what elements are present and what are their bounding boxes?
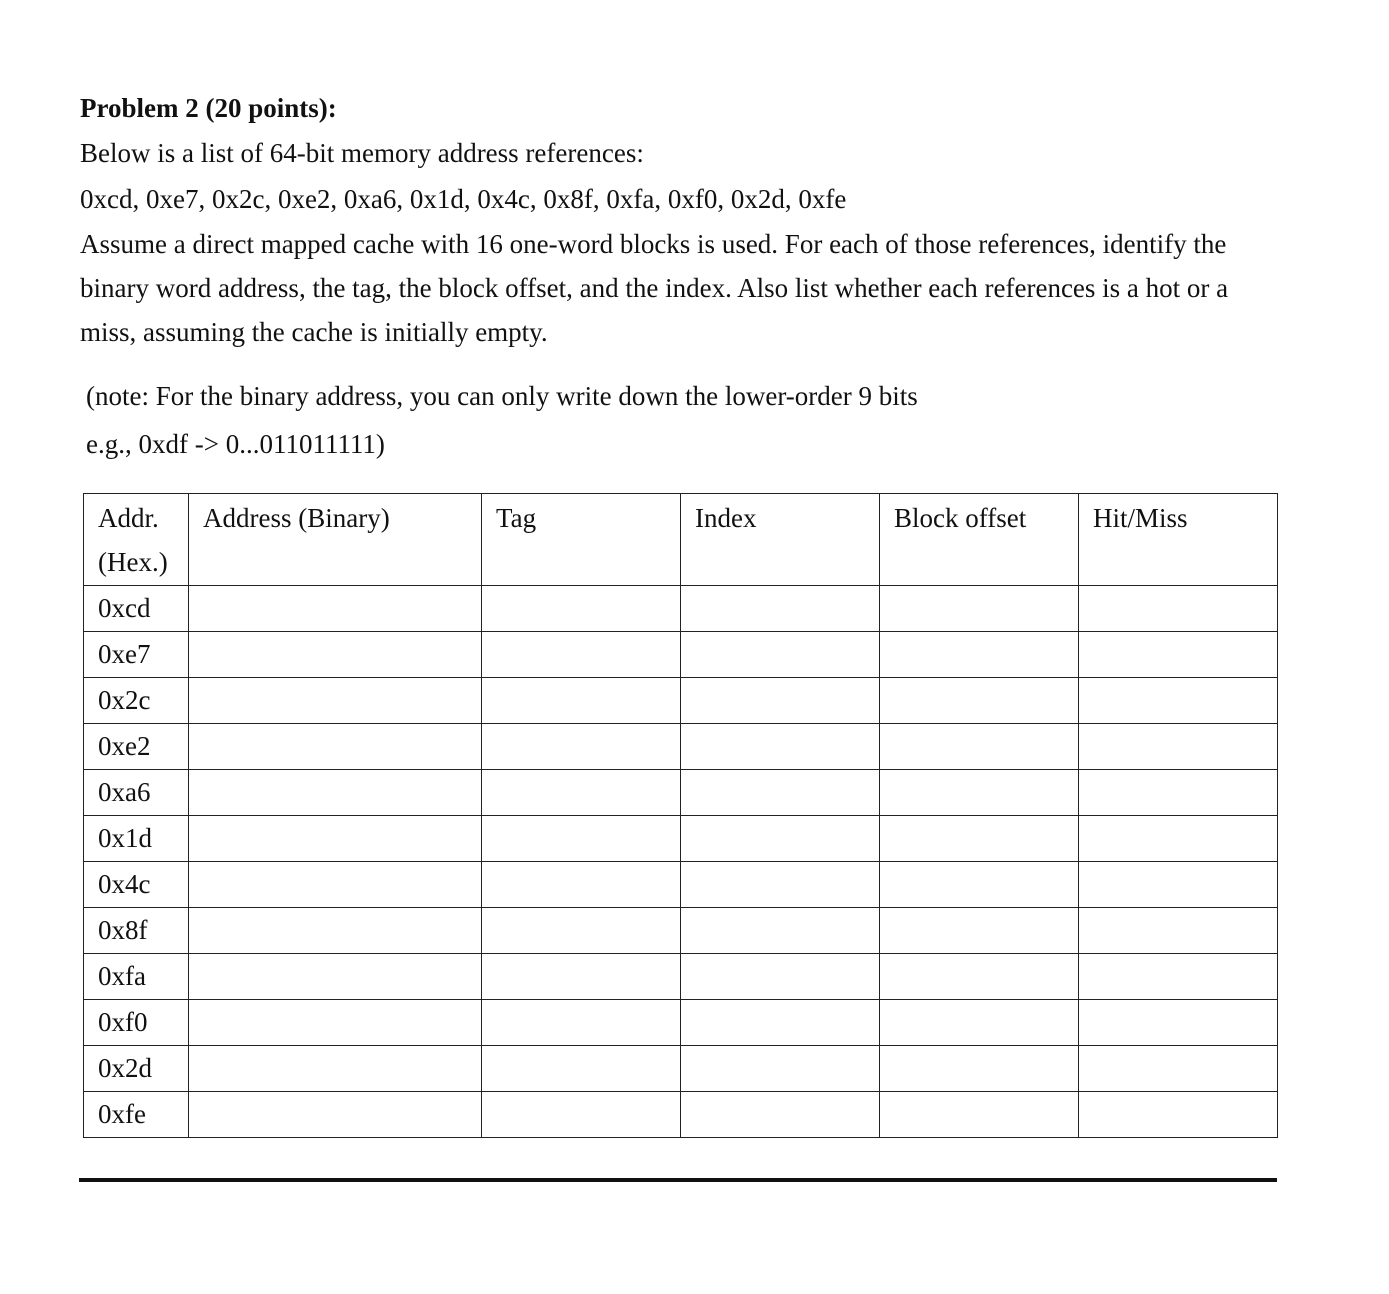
cell-addr-hex: 0x1d bbox=[84, 816, 189, 862]
cell-index[interactable] bbox=[681, 678, 880, 724]
table-body bbox=[84, 586, 1278, 1138]
table-row bbox=[84, 1000, 1278, 1046]
note bbox=[86, 372, 918, 468]
cell-hit-miss[interactable] bbox=[1079, 724, 1278, 770]
cell-address-binary[interactable] bbox=[189, 632, 482, 678]
table-row bbox=[84, 724, 1278, 770]
address-references: 0xcd, 0xe7, 0x2c, 0xe2, 0xa6, 0x1d, 0x4c, 0x8f, 0xfa, 0xf0, 0x2d, 0xfe bbox=[80, 184, 847, 214]
cell-address-binary[interactable] bbox=[189, 816, 482, 862]
cell-index[interactable] bbox=[681, 862, 880, 908]
cell-index[interactable] bbox=[681, 1092, 880, 1138]
cell-addr-hex: 0x2d bbox=[84, 1046, 189, 1092]
cell-hit-miss[interactable] bbox=[1079, 1092, 1278, 1138]
cell-block-offset[interactable] bbox=[880, 586, 1079, 632]
table-row bbox=[84, 1092, 1278, 1138]
table-row bbox=[84, 770, 1278, 816]
cell-address-binary[interactable] bbox=[189, 954, 482, 1000]
cell-block-offset[interactable] bbox=[880, 862, 1079, 908]
cell-index[interactable] bbox=[681, 724, 880, 770]
header-address-binary: Address (Binary) bbox=[189, 494, 482, 586]
problem-text bbox=[80, 86, 1280, 354]
cell-index[interactable] bbox=[681, 908, 880, 954]
cell-hit-miss[interactable] bbox=[1079, 954, 1278, 1000]
cell-addr-hex: 0xfe bbox=[84, 1092, 189, 1138]
cell-block-offset[interactable] bbox=[880, 678, 1079, 724]
cache-table bbox=[83, 493, 1278, 1138]
cell-hit-miss[interactable] bbox=[1079, 1000, 1278, 1046]
cell-hit-miss[interactable] bbox=[1079, 770, 1278, 816]
cell-block-offset[interactable] bbox=[880, 908, 1079, 954]
header-tag: Tag bbox=[482, 494, 681, 586]
table-row bbox=[84, 678, 1278, 724]
table-row bbox=[84, 632, 1278, 678]
table-header-row bbox=[84, 494, 1278, 586]
header-index: Index bbox=[681, 494, 880, 586]
header-hit-miss: Hit/Miss bbox=[1079, 494, 1278, 586]
cell-addr-hex: 0xa6 bbox=[84, 770, 189, 816]
cell-addr-hex: 0x2c bbox=[84, 678, 189, 724]
cell-tag[interactable] bbox=[482, 908, 681, 954]
problem-description: Assume a direct mapped cache with 16 one-word blocks is used. For each of those references, identify the binary word address, the tag, the block offset, and the index. Also list whether each references is a hot or a miss, assuming the cache is initially empty. bbox=[80, 229, 1229, 347]
cell-address-binary[interactable] bbox=[189, 770, 482, 816]
cell-tag[interactable] bbox=[482, 816, 681, 862]
cell-block-offset[interactable] bbox=[880, 816, 1079, 862]
cell-tag[interactable] bbox=[482, 724, 681, 770]
cell-hit-miss[interactable] bbox=[1079, 586, 1278, 632]
cell-index[interactable] bbox=[681, 1046, 880, 1092]
cell-index[interactable] bbox=[681, 816, 880, 862]
table-row bbox=[84, 816, 1278, 862]
cell-addr-hex: 0xf0 bbox=[84, 1000, 189, 1046]
cell-address-binary[interactable] bbox=[189, 724, 482, 770]
cell-address-binary[interactable] bbox=[189, 678, 482, 724]
cell-hit-miss[interactable] bbox=[1079, 816, 1278, 862]
cell-tag[interactable] bbox=[482, 1000, 681, 1046]
cell-index[interactable] bbox=[681, 954, 880, 1000]
cell-block-offset[interactable] bbox=[880, 1046, 1079, 1092]
cell-tag[interactable] bbox=[482, 862, 681, 908]
cell-hit-miss[interactable] bbox=[1079, 862, 1278, 908]
problem-title: Problem 2 (20 points): bbox=[80, 93, 337, 123]
cell-address-binary[interactable] bbox=[189, 1000, 482, 1046]
cell-tag[interactable] bbox=[482, 1046, 681, 1092]
cell-addr-hex: 0x8f bbox=[84, 908, 189, 954]
cell-hit-miss[interactable] bbox=[1079, 632, 1278, 678]
cell-block-offset[interactable] bbox=[880, 1000, 1079, 1046]
table-row bbox=[84, 862, 1278, 908]
table-row bbox=[84, 954, 1278, 1000]
cell-tag[interactable] bbox=[482, 1092, 681, 1138]
cell-address-binary[interactable] bbox=[189, 586, 482, 632]
header-addr-hex bbox=[84, 494, 189, 586]
cell-address-binary[interactable] bbox=[189, 1046, 482, 1092]
cell-addr-hex: 0xcd bbox=[84, 586, 189, 632]
cell-addr-hex: 0xfa bbox=[84, 954, 189, 1000]
cell-index[interactable] bbox=[681, 770, 880, 816]
cell-tag[interactable] bbox=[482, 770, 681, 816]
cell-index[interactable] bbox=[681, 586, 880, 632]
cell-tag[interactable] bbox=[482, 678, 681, 724]
cell-hit-miss[interactable] bbox=[1079, 1046, 1278, 1092]
cell-block-offset[interactable] bbox=[880, 632, 1079, 678]
cell-hit-miss[interactable] bbox=[1079, 908, 1278, 954]
table-row bbox=[84, 1046, 1278, 1092]
header-block-offset: Block offset bbox=[880, 494, 1079, 586]
cell-hit-miss[interactable] bbox=[1079, 678, 1278, 724]
cell-address-binary[interactable] bbox=[189, 862, 482, 908]
cell-addr-hex: 0x4c bbox=[84, 862, 189, 908]
cell-block-offset[interactable] bbox=[880, 724, 1079, 770]
problem-intro: Below is a list of 64-bit memory address references: bbox=[80, 138, 644, 168]
cell-block-offset[interactable] bbox=[880, 770, 1079, 816]
horizontal-rule bbox=[79, 1178, 1277, 1182]
table-row bbox=[84, 586, 1278, 632]
cell-block-offset[interactable] bbox=[880, 954, 1079, 1000]
cell-index[interactable] bbox=[681, 632, 880, 678]
cell-addr-hex: 0xe2 bbox=[84, 724, 189, 770]
header-addr-hex-line2: (Hex.) bbox=[98, 547, 168, 577]
table-row bbox=[84, 908, 1278, 954]
cell-address-binary[interactable] bbox=[189, 908, 482, 954]
note-line-1: (note: For the binary address, you can only write down the lower-order 9 bits bbox=[86, 381, 918, 411]
cell-tag[interactable] bbox=[482, 632, 681, 678]
cell-addr-hex: 0xe7 bbox=[84, 632, 189, 678]
cell-tag[interactable] bbox=[482, 954, 681, 1000]
cell-index[interactable] bbox=[681, 1000, 880, 1046]
header-addr-hex-line1: Addr. bbox=[98, 503, 159, 533]
cell-block-offset[interactable] bbox=[880, 1092, 1079, 1138]
cell-tag[interactable] bbox=[482, 586, 681, 632]
note-line-2: e.g., 0xdf -> 0...011011111) bbox=[86, 429, 385, 459]
cell-address-binary[interactable] bbox=[189, 1092, 482, 1138]
